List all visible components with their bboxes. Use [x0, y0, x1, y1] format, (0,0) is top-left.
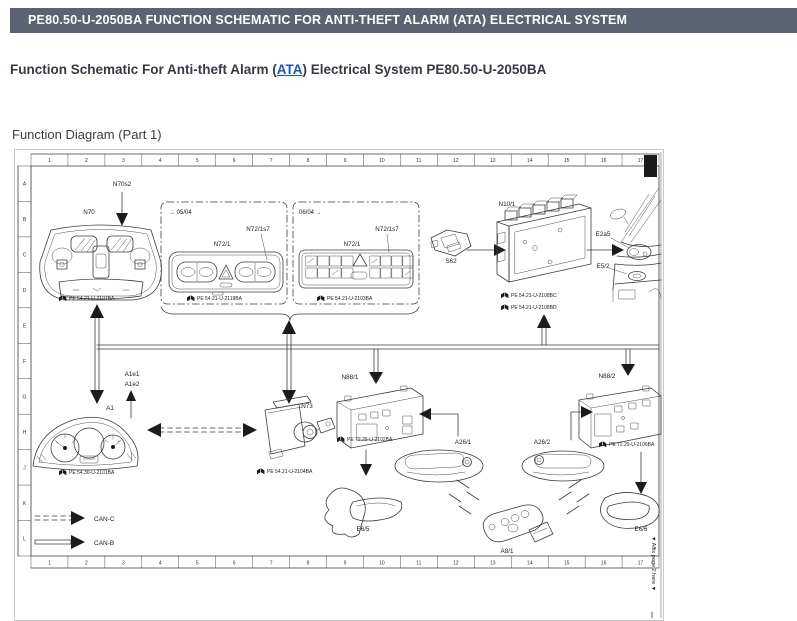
ata-link[interactable]: ATA [276, 62, 303, 77]
ruler-top-label: 5 [195, 158, 199, 164]
ruler-top-label: 15 [563, 158, 570, 164]
ruler-top-label: 3 [121, 158, 125, 164]
doc-ref-label: PE 54.21-U-2103BA [327, 296, 373, 302]
e6-6-mirror [600, 492, 659, 528]
book-icon [317, 295, 324, 301]
doc-ref-label: PE 54.21-U-2104BA [267, 469, 313, 475]
n10-1-sam-module [497, 195, 591, 282]
subtitle-text-post: ) Electrical System PE80.50-U-2050BA [302, 62, 547, 77]
ruler-top-label: 1 [48, 158, 51, 164]
component-label: N70s2 [112, 181, 132, 188]
arrow-n88-1-to-e6-5 [360, 450, 372, 476]
component-label: N73 [301, 403, 313, 410]
ruler-bottom-label: 10 [379, 560, 385, 567]
ruler-top-label: 13 [489, 158, 496, 164]
component-label: E6/6 [634, 526, 648, 533]
can-b-bus [97, 345, 659, 349]
ruler-bottom-label: 9 [343, 560, 347, 567]
can-c-arrow-a1-n73 [147, 423, 257, 437]
arrow-a26-2-to-n88-2 [571, 406, 593, 440]
ruler-bottom-label: 2 [85, 560, 88, 567]
underbrace [161, 307, 419, 320]
rf-waves-left [449, 480, 479, 514]
page-title-bar [10, 8, 797, 33]
ruler-bottom-label: 11 [416, 560, 422, 567]
ruler-top-label: 16 [600, 158, 607, 164]
switch-panel-box-0504 [161, 202, 287, 304]
component-label: A26/1 [454, 439, 472, 446]
ruler-bottom-label: 4 [158, 560, 162, 567]
ruler-bottom-label: 14 [526, 560, 533, 567]
component-label: N72/1s7 [375, 226, 399, 233]
bus-arrow-n88-1 [369, 349, 383, 384]
a26-1-door-handle [395, 450, 483, 482]
ruler-frame [18, 152, 661, 618]
ruler-left [18, 166, 31, 556]
validity-label-left: → 05/04 [169, 210, 192, 216]
n73-ignition-switch [265, 396, 335, 459]
n88-2-door-module [579, 386, 661, 448]
component-label: N88/1 [341, 374, 359, 381]
book-icon [59, 469, 66, 475]
bus-arrow-n10 [537, 314, 551, 345]
ruler-top-label: 6 [232, 158, 236, 164]
doc-refs [59, 292, 655, 476]
doc-ref-label: PE 54.21-U-2107BA [69, 296, 115, 302]
component-label: N72/1 [213, 241, 231, 248]
ruler-top-label: 17 [637, 158, 644, 164]
n70s2-arrow [116, 192, 128, 226]
ruler-left-label: D [22, 288, 27, 295]
doc-ref-label: PE 72.29-U-2102BA [347, 437, 393, 443]
bus-arrow-n72 [282, 320, 296, 404]
ruler-left-label: H [22, 429, 27, 436]
ruler-left-label: J [23, 465, 26, 472]
component-label: A26/2 [533, 439, 551, 446]
component-label: E5/2 [596, 263, 610, 270]
ruler-left-label: K [22, 500, 27, 507]
component-label: A8/1 [500, 548, 514, 555]
doc-ref-label: PE 72.29-U-2106BA [609, 442, 655, 448]
legend-can-b [35, 535, 114, 549]
ruler-left-label: B [22, 217, 27, 224]
component-label: N10/1 [498, 201, 516, 208]
ruler-bottom-label: 6 [232, 560, 236, 567]
function-diagram [14, 149, 664, 621]
ruler-bottom-label: 17 [637, 560, 644, 567]
ruler-bottom [31, 556, 659, 568]
function-diagram-svg [15, 150, 663, 620]
validity-label-right: 06/04 → [299, 210, 322, 216]
subtitle [10, 62, 797, 77]
n70-overhead-panel [40, 225, 162, 300]
ruler-top-label: 4 [158, 158, 162, 164]
ruler-bottom-label: 12 [453, 560, 459, 567]
ruler-left-label: L [23, 536, 26, 543]
ruler-bottom-label: 3 [121, 560, 125, 567]
legend [35, 511, 115, 549]
ruler-left-label: F [22, 359, 27, 365]
ruler-left-label: C [22, 252, 27, 259]
ruler-top-label: 8 [306, 158, 310, 164]
doc-ref-label: PE 54.21-U-2108BD [511, 305, 557, 311]
page-title: PE80.50-U-2050BA FUNCTION SCHEMATIC FOR ANTI-THEFT ALARM (ATA) ELECTRICAL SYSTEM [28, 13, 628, 27]
ruler-bottom-label: 15 [563, 560, 570, 567]
component-label: A1e2 [124, 381, 140, 388]
ruler-top [31, 154, 659, 166]
component-label: N70 [83, 209, 95, 216]
arrow-a26-1-to-n88-1 [419, 408, 458, 436]
arrow-n88-2-to-e6-6 [635, 452, 647, 494]
arrow-n10-to-vehicle [587, 244, 624, 256]
book-icon [501, 292, 508, 298]
component-label: N88/2 [598, 373, 616, 380]
ruler-bottom-label: 5 [195, 560, 199, 567]
ruler-top-label: 11 [416, 158, 422, 164]
ruler-left-label: G [22, 394, 27, 401]
component-label: N72/1s7 [246, 226, 270, 233]
component-label: A1 [106, 405, 114, 412]
ruler-left-label: A [22, 181, 27, 188]
book-icon [599, 441, 606, 447]
ruler-top-label: 10 [379, 158, 385, 164]
component-label: E2a5 [595, 231, 611, 238]
ruler-bottom-label: 16 [600, 560, 607, 567]
affix-note [650, 536, 656, 618]
ruler-top-label: 7 [269, 158, 273, 164]
component-label: S62 [445, 258, 457, 265]
vehicle-front [609, 188, 661, 302]
subtitle-text-pre: Function Schematic For Anti-theft Alarm ( [10, 62, 277, 77]
component-label: A1e1 [124, 371, 140, 378]
book-icon [501, 304, 508, 310]
ruler-bottom-label: 7 [269, 560, 273, 567]
rf-waves-right [559, 480, 589, 514]
affix-note-label: ▼ Affix page 2 here ▼ [650, 536, 656, 592]
component-label: N72/1 [343, 241, 361, 248]
fold-mark [644, 155, 657, 177]
arrow-s62-to-n10 [467, 244, 506, 256]
ruler-top-label: 2 [85, 158, 88, 164]
book-icon [337, 436, 344, 442]
legend-can-c-label: CAN-C [94, 516, 115, 523]
ruler-bottom-label: 8 [306, 560, 310, 567]
component-label: E6/5 [356, 526, 370, 533]
a1e-arrow [126, 390, 136, 418]
bus-arrow-n88-2 [621, 349, 635, 376]
doc-ref-label: PE 54.21-U-2108BC [511, 293, 557, 299]
book-icon [187, 295, 194, 301]
a1-instrument-cluster [33, 417, 138, 470]
book-icon [257, 468, 264, 474]
legend-can-b-label: CAN-B [94, 540, 115, 547]
ruler-left-label: E [22, 323, 27, 330]
doc-ref-label: PE 54.30-U-2101BA [69, 470, 115, 476]
legend-can-c [35, 511, 115, 525]
ruler-top-label: 14 [526, 158, 533, 164]
a8-1-key-fob [483, 505, 553, 542]
switch-panel-box-0604 [293, 202, 419, 304]
section-label: Function Diagram (Part 1) [12, 127, 162, 142]
ruler-top-label: 9 [343, 158, 347, 164]
s62-connector [431, 230, 471, 256]
doc-ref-label: PE 54.21-U-2119BA [197, 296, 242, 302]
bus-arrow-n70 [90, 304, 104, 404]
ruler-top-label: 12 [453, 158, 459, 164]
ruler-bottom-label: 13 [489, 560, 496, 567]
a26-2-door-handle [522, 451, 604, 481]
ruler-bottom-label: 1 [48, 560, 51, 567]
